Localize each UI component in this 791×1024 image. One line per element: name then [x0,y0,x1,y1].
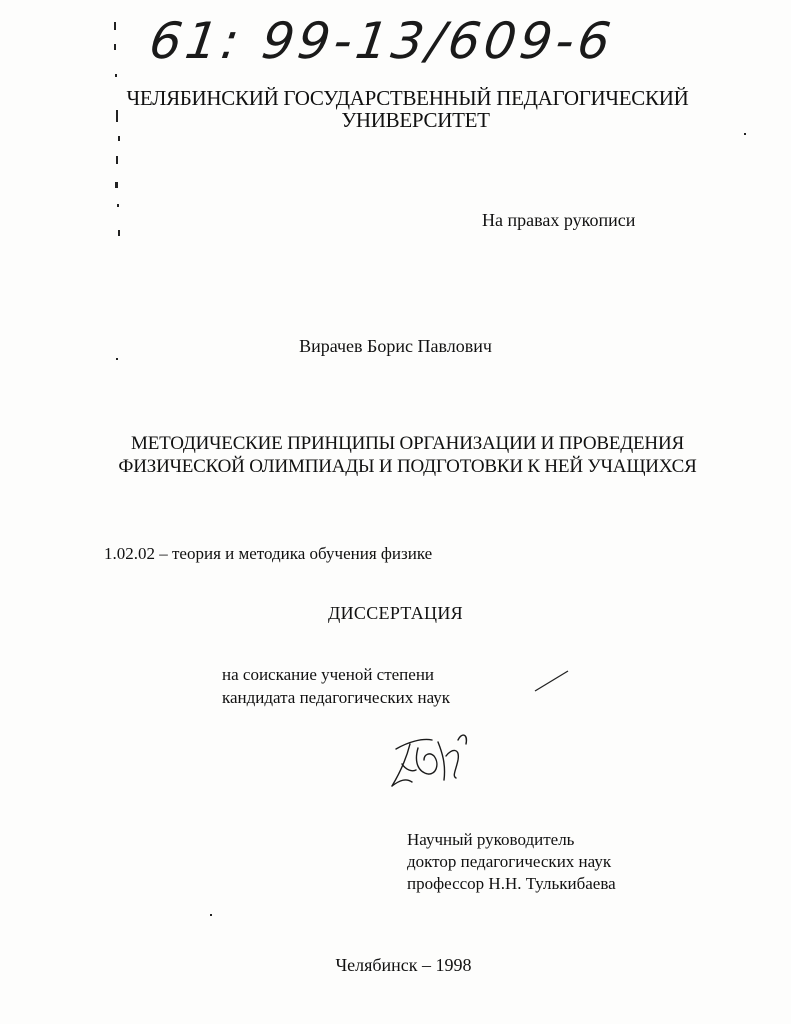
edge-specks [114,22,746,916]
speck [115,182,118,188]
city-and-year: Челябинск – 1998 [335,955,472,975]
speck [117,204,119,207]
degree-line-1: на соискание ученой степени [222,665,435,684]
university-name-line-2: УНИВЕРСИТЕТ [341,108,490,132]
speck [744,133,746,135]
advisor-name: профессор Н.Н. Тулькибаева [407,874,616,893]
signature-icon [392,735,466,786]
speck [116,358,118,360]
advisor-role: Научный руководитель [407,830,575,849]
university-name-line-1: ЧЕЛЯБИНСКИЙ ГОСУДАРСТВЕННЫЙ ПЕДАГОГИЧЕСКИЙ [126,86,689,110]
author-name: Вирачев Борис Павлович [299,336,492,356]
speck [118,136,120,141]
pen-stroke [535,671,568,691]
speck [114,44,116,50]
dissertation-title-line-2: ФИЗИЧЕСКОЙ ОЛИМПИАДЫ И ПОДГОТОВКИ К НЕЙ УЧАЩИХСЯ [118,456,697,477]
specialty-code: 1.02.02 – теория и методика обучения физике [104,544,433,563]
speck [118,230,120,236]
handwritten-archive-number: 61: 99-13/609-6 [145,12,618,70]
dissertation-title-line-1: МЕТОДИЧЕСКИЕ ПРИНЦИПЫ ОРГАНИЗАЦИИ И ПРОВЕДЕНИЯ [131,433,684,454]
speck [116,156,118,164]
speck [210,914,212,916]
speck [116,110,118,122]
rights-note: На правах рукописи [482,210,636,230]
speck [114,22,116,30]
degree-line-2: кандидата педагогических наук [222,688,451,707]
advisor-degree: доктор педагогических наук [407,852,612,871]
speck [115,74,117,77]
document-type-heading: ДИССЕРТАЦИЯ [328,603,463,623]
